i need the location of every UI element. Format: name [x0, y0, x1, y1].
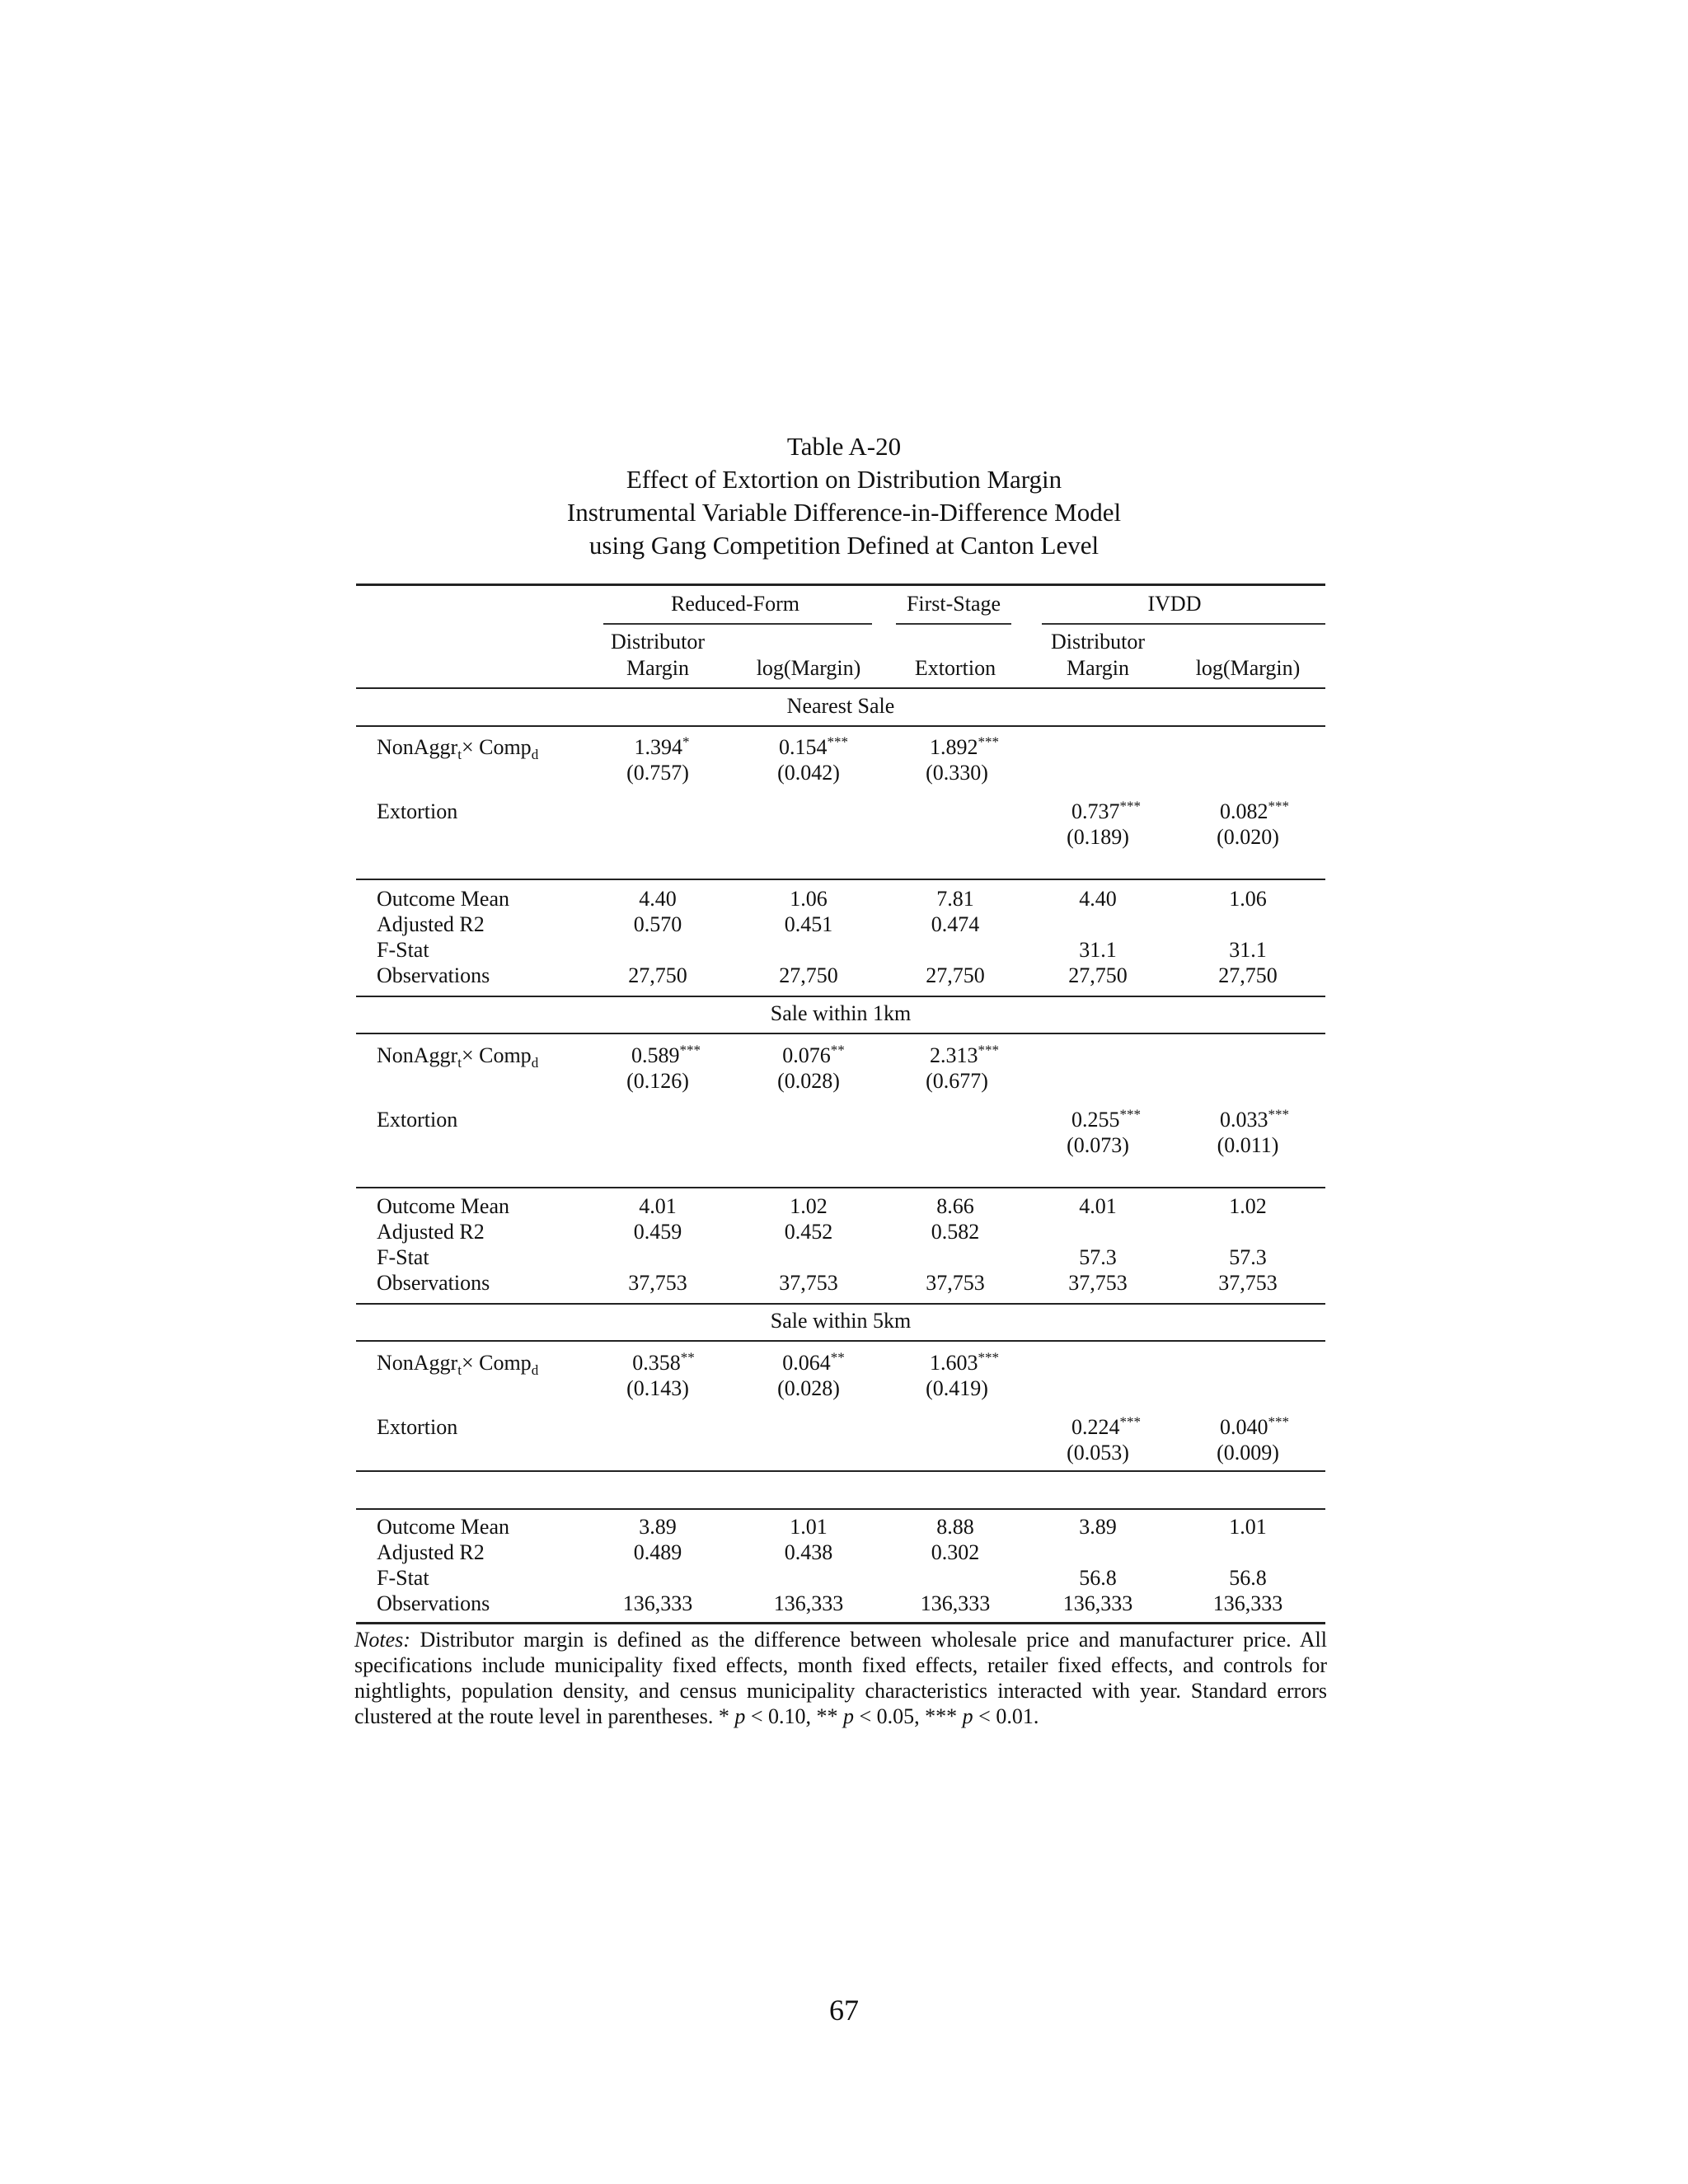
stat-cell: 1.01	[1229, 1515, 1267, 1539]
stat-cell: 0.489	[633, 1540, 682, 1564]
stat-cell: 136,333	[622, 1591, 693, 1615]
group-header-first-stage: First-Stage	[906, 592, 1001, 616]
stat-label-outcome-mean: Outcome Mean	[377, 1515, 510, 1539]
coef-cell: 0.589***	[631, 1042, 701, 1067]
coef-cell: 0.040***	[1220, 1413, 1289, 1439]
row-label-nonaggr-comp: NonAggr$_t$× Comp$_d$	[377, 735, 539, 763]
panel-rule	[356, 725, 1325, 727]
stat-cell: 27,750	[1218, 963, 1278, 987]
table-caption	[0, 430, 1688, 562]
coef-cell: 2.313***	[930, 1042, 999, 1067]
panel-rule	[356, 1033, 1325, 1034]
se-cell: (0.042)	[777, 761, 840, 785]
stat-cell: 1.02	[1229, 1194, 1267, 1218]
stat-label-outcome-mean: Outcome Mean	[377, 887, 510, 911]
stat-cell: 7.81	[936, 887, 974, 911]
column-header-4-line-2: Margin	[1066, 656, 1130, 680]
coef-cell: 0.224***	[1071, 1413, 1141, 1439]
stat-cell: 4.40	[639, 887, 677, 911]
table-subtitle-1: Instrumental Variable Difference-in-Difference Model	[566, 498, 1122, 527]
stat-cell: 136,333	[920, 1591, 991, 1615]
panel-rule	[356, 996, 1325, 997]
column-header-5: log(Margin)	[1195, 656, 1301, 680]
stats-rule	[356, 879, 1325, 880]
stat-label-adjusted-r2: Adjusted R2	[377, 912, 485, 936]
coef-cell: 0.154***	[779, 733, 848, 759]
stat-cell: 4.01	[1079, 1194, 1117, 1218]
stat-cell: 0.582	[931, 1220, 980, 1244]
stat-cell: 0.474	[931, 912, 980, 936]
stat-cell: 57.3	[1079, 1245, 1117, 1269]
row-label-extortion: Extortion	[377, 1415, 458, 1439]
se-cell: (0.126)	[626, 1069, 689, 1093]
coef-cell: 0.255***	[1071, 1106, 1141, 1132]
coef-cell: 0.064**	[782, 1349, 845, 1375]
stat-cell: 1.06	[1229, 887, 1267, 911]
group-header-reduced-form: Reduced-Form	[671, 592, 799, 616]
stat-cell: 0.452	[784, 1220, 833, 1244]
row-label-nonaggr-comp: NonAggr$_t$× Comp$_d$	[377, 1043, 539, 1071]
stat-cell: 27,750	[628, 963, 687, 987]
stat-cell: 56.8	[1079, 1566, 1117, 1590]
stat-cell: 1.06	[790, 887, 828, 911]
top-rule	[356, 583, 1325, 586]
column-header-2: log(Margin)	[756, 656, 861, 680]
stat-cell: 57.3	[1229, 1245, 1267, 1269]
group-header-ivdd: IVDD	[1147, 592, 1202, 616]
stat-cell: 27,750	[779, 963, 838, 987]
stat-cell: 37,753	[628, 1271, 687, 1295]
stat-cell: 0.302	[931, 1540, 980, 1564]
stat-cell: 56.8	[1229, 1566, 1267, 1590]
stat-cell: 136,333	[1212, 1591, 1283, 1615]
coef-cell: 0.076**	[782, 1042, 845, 1067]
stat-cell: 4.01	[639, 1194, 677, 1218]
coef-cell: 0.737***	[1071, 798, 1141, 823]
stat-label-adjusted-r2: Adjusted R2	[377, 1220, 485, 1244]
stat-cell: 3.89	[639, 1515, 677, 1539]
coef-cell: 0.358**	[632, 1349, 695, 1375]
se-cell: (0.143)	[626, 1376, 689, 1400]
panel-title-nearest-sale: Nearest Sale	[786, 694, 895, 718]
se-cell: (0.419)	[926, 1376, 988, 1400]
stat-cell: 37,753	[1218, 1271, 1278, 1295]
panel-title-sale-within-5km: Sale within 5km	[770, 1309, 912, 1333]
row-label-extortion: Extortion	[377, 799, 458, 823]
stat-cell: 37,753	[926, 1271, 985, 1295]
stat-label-observations: Observations	[377, 963, 490, 987]
stat-cell: 27,750	[926, 963, 985, 987]
notes-label: Notes:	[354, 1628, 410, 1652]
table-title: Effect of Extortion on Distribution Margin	[626, 465, 1062, 494]
panel-rule	[356, 1340, 1325, 1342]
se-cell: (0.757)	[626, 761, 689, 785]
stat-cell: 136,333	[1062, 1591, 1133, 1615]
stat-cell: 31.1	[1229, 938, 1267, 962]
column-header-4-line-1: Distributor	[1050, 630, 1146, 654]
stat-cell: 8.66	[936, 1194, 974, 1218]
group-rule-ivdd	[1042, 623, 1325, 625]
se-cell: (0.189)	[1067, 825, 1129, 849]
group-rule-first-stage	[896, 623, 1011, 625]
stat-cell: 27,750	[1068, 963, 1128, 987]
stat-cell: 37,753	[779, 1271, 838, 1295]
column-header-3: Extortion	[914, 656, 996, 680]
panel-title-sale-within-1km: Sale within 1km	[770, 1001, 912, 1025]
page-number: 67	[829, 1994, 859, 2027]
panel-rule	[356, 1470, 1325, 1472]
se-cell: (0.028)	[777, 1376, 840, 1400]
column-header-1-line-1: Distributor	[610, 630, 706, 654]
se-cell: (0.053)	[1067, 1441, 1129, 1465]
se-cell: (0.009)	[1217, 1441, 1279, 1465]
stat-cell: 0.459	[633, 1220, 682, 1244]
stat-label-adjusted-r2: Adjusted R2	[377, 1540, 485, 1564]
row-label-nonaggr-comp: NonAggr$_t$× Comp$_d$	[377, 1351, 539, 1379]
table-number: Table A-20	[786, 432, 902, 461]
stat-cell: 0.570	[633, 912, 682, 936]
coef-cell: 1.603***	[930, 1349, 999, 1375]
stat-label-f-stat: F-Stat	[377, 938, 429, 962]
coef-cell: 1.394*	[634, 733, 690, 759]
stat-label-f-stat: F-Stat	[377, 1245, 429, 1269]
se-cell: (0.330)	[926, 761, 988, 785]
stat-cell: 8.88	[936, 1515, 974, 1539]
stat-cell: 37,753	[1068, 1271, 1128, 1295]
se-cell: (0.011)	[1217, 1133, 1279, 1157]
stat-label-f-stat: F-Stat	[377, 1566, 429, 1590]
bottom-rule	[356, 1622, 1325, 1624]
coef-cell: 1.892***	[930, 733, 999, 759]
stat-label-observations: Observations	[377, 1591, 490, 1615]
stat-label-outcome-mean: Outcome Mean	[377, 1194, 510, 1218]
stat-cell: 0.438	[784, 1540, 833, 1564]
coef-cell: 0.033***	[1220, 1106, 1289, 1132]
se-cell: (0.028)	[777, 1069, 840, 1093]
stat-cell: 1.01	[790, 1515, 828, 1539]
coef-cell: 0.082***	[1220, 798, 1289, 823]
column-header-1-line-2: Margin	[626, 656, 690, 680]
row-label-extortion: Extortion	[377, 1108, 458, 1132]
se-cell: (0.677)	[926, 1069, 988, 1093]
se-cell: (0.020)	[1217, 825, 1279, 849]
panel-rule	[356, 1303, 1325, 1305]
group-rule-reduced-form	[603, 623, 872, 625]
table-notes: Notes: Distributor margin is defined as the difference between wholesale price and manufacturer price. All specifications include municipality fixed effects, month fixed effects, retailer fixed effects, and controls for nightlights, population density, and census municipality characteristics interacted with year. Standard errors clustered at the route level in parentheses. * p < 0.10, ** p < 0.05, *** p < 0.01.	[354, 1628, 1327, 1728]
stats-rule	[356, 1508, 1325, 1510]
stat-cell: 0.451	[784, 912, 833, 936]
stat-cell: 31.1	[1079, 938, 1117, 962]
table-subtitle-2: using Gang Competition Defined at Canton Level	[588, 531, 1100, 560]
stats-rule	[356, 1187, 1325, 1188]
stat-cell: 1.02	[790, 1194, 828, 1218]
stat-cell: 3.89	[1079, 1515, 1117, 1539]
se-cell: (0.073)	[1067, 1133, 1129, 1157]
header-rule	[356, 687, 1325, 689]
stat-cell: 4.40	[1079, 887, 1117, 911]
stat-cell: 136,333	[773, 1591, 844, 1615]
stat-label-observations: Observations	[377, 1271, 490, 1295]
